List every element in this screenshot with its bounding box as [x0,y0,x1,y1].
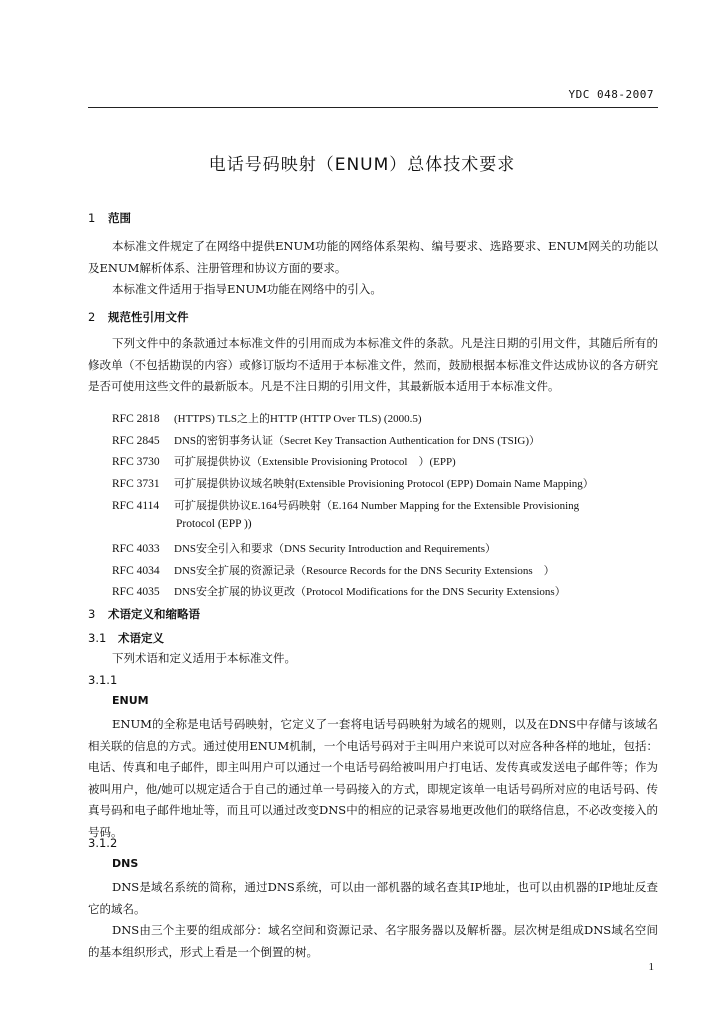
section-number: 2 [88,310,96,324]
reference-code: RFC 3730 [112,456,160,468]
normative-paragraph: 下列文件中的条款通过本标准文件的引用而成为本标准文件的条款。凡是注日期的引用文件，其随后所有的修改单（不包括勘误的内容）或修订版均不适用于本标准文件，然而，鼓励根据本标准文件达成协议的各方研究是否可使用这些文件的最新版本。凡是不注日期的引用文件，其最新版本适用于本标准文件。 [88,336,658,393]
section-number: 1 [88,211,96,225]
reference-text: 可扩展提供协议域名映射(Extensible Provisioning Protocol (EPP) Domain Name Mapping） [174,478,594,490]
section-number: 3 [88,607,96,621]
subsection-3-1-heading [88,630,164,646]
section-2-heading [88,309,189,325]
section-title: 范围 [108,211,131,225]
terms-intro: 下列术语和定义适用于本标准文件。 [112,651,296,665]
reference-item [112,583,566,599]
section-3-heading [88,606,200,622]
page-number: 1 [648,961,654,973]
reference-code: RFC 4114 [112,500,160,512]
dns-definition-1: DNS是域名系统的简称，通过DNS系统，可以由一部机器的域名查其IP地址，也可以由机器的IP地址反查它的域名。 [88,880,658,916]
clause-3-1-1-number: 3.1.1 [88,673,118,687]
reference-item [112,432,540,448]
scope-paragraph-2: 本标准文件适用于指导ENUM功能在网络中的引入。 [112,282,382,296]
reference-text: DNS安全扩展的协议更改（Protocol Modifications for the DNS Security Extensions） [174,586,566,598]
document-code: YDC 048-2007 [568,88,654,101]
reference-text: 可扩展提供协议（Extensible Provisioning Protocol ）(EPP) [174,456,456,468]
reference-code: RFC 2845 [112,435,160,447]
section-title: 术语定义和缩略语 [108,607,200,621]
reference-item [112,453,456,469]
reference-item [112,562,555,578]
scope-paragraph-1: 本标准文件规定了在网络中提供ENUM功能的网络体系架构、编号要求、选路要求、ENUM网关的功能以及ENUM解析体系、注册管理和协议方面的要求。 [88,239,658,275]
reference-item [112,475,594,491]
enum-definition: ENUM的全称是电话号码映射，它定义了一套将电话号码映射为域名的规则，以及在DNS中存储与该域名相关联的信息的方式。通过使用ENUM机制，一个电话号码对于主叫用户来说可以对应各种各样的地址，包括：电话、传真和电子邮件，即主叫用户可以通过一个电话号码给被叫用户打电话、发传真或发送电子邮件等；作为被叫用户，他/她可以规定适合于自己的通过单一号码接入的方式，即规定该单一电话号码所对应的电话号码、传真号码和电子邮件地址等，而且可以通过改变DNS中的相应的记录容易地更改他们的联络信息，不必改变接入的号码。 [88,717,658,839]
reference-code: RFC 4033 [112,543,160,555]
section-1-heading [88,210,131,226]
reference-text: DNS安全引入和要求（DNS Security Introduction and Requirements） [174,543,497,555]
reference-code: RFC 3731 [112,478,160,490]
reference-text: (HTTPS) TLS之上的HTTP (HTTP Over TLS) (2000.5) [174,413,422,425]
reference-text: DNS安全扩展的资源记录（Resource Records for the DNS Security Extensions ） [174,565,555,577]
reference-item [112,540,496,556]
subsection-number: 3.1 [88,631,107,645]
term-dns: DNS [112,857,139,870]
reference-continuation: Protocol (EPP )) [176,518,252,530]
reference-item [112,497,579,513]
reference-text: 可扩展提供协议E.164号码映射（E.164 Number Mapping for the Extensible Provisioning [174,500,580,512]
reference-code: RFC 4035 [112,586,160,598]
clause-3-1-2-number: 3.1.2 [88,836,118,850]
reference-text: DNS的密钥事务认证（Secret Key Transaction Authentication for DNS (TSIG)） [174,435,541,447]
reference-code: RFC 4034 [112,565,160,577]
document-title: 电话号码映射（ENUM）总体技术要求 [208,155,516,175]
term-enum: ENUM [112,694,149,707]
section-title: 规范性引用文件 [108,310,189,324]
dns-definition-2: DNS由三个主要的组成部分：域名空间和资源记录、名字服务器以及解析器。层次树是组成DNS域名空间的基本组织形式，形式上看是一个倒置的树。 [88,923,658,959]
reference-code: RFC 2818 [112,413,160,425]
header-rule [88,107,658,108]
subsection-title: 术语定义 [118,631,164,645]
reference-item [112,410,421,426]
